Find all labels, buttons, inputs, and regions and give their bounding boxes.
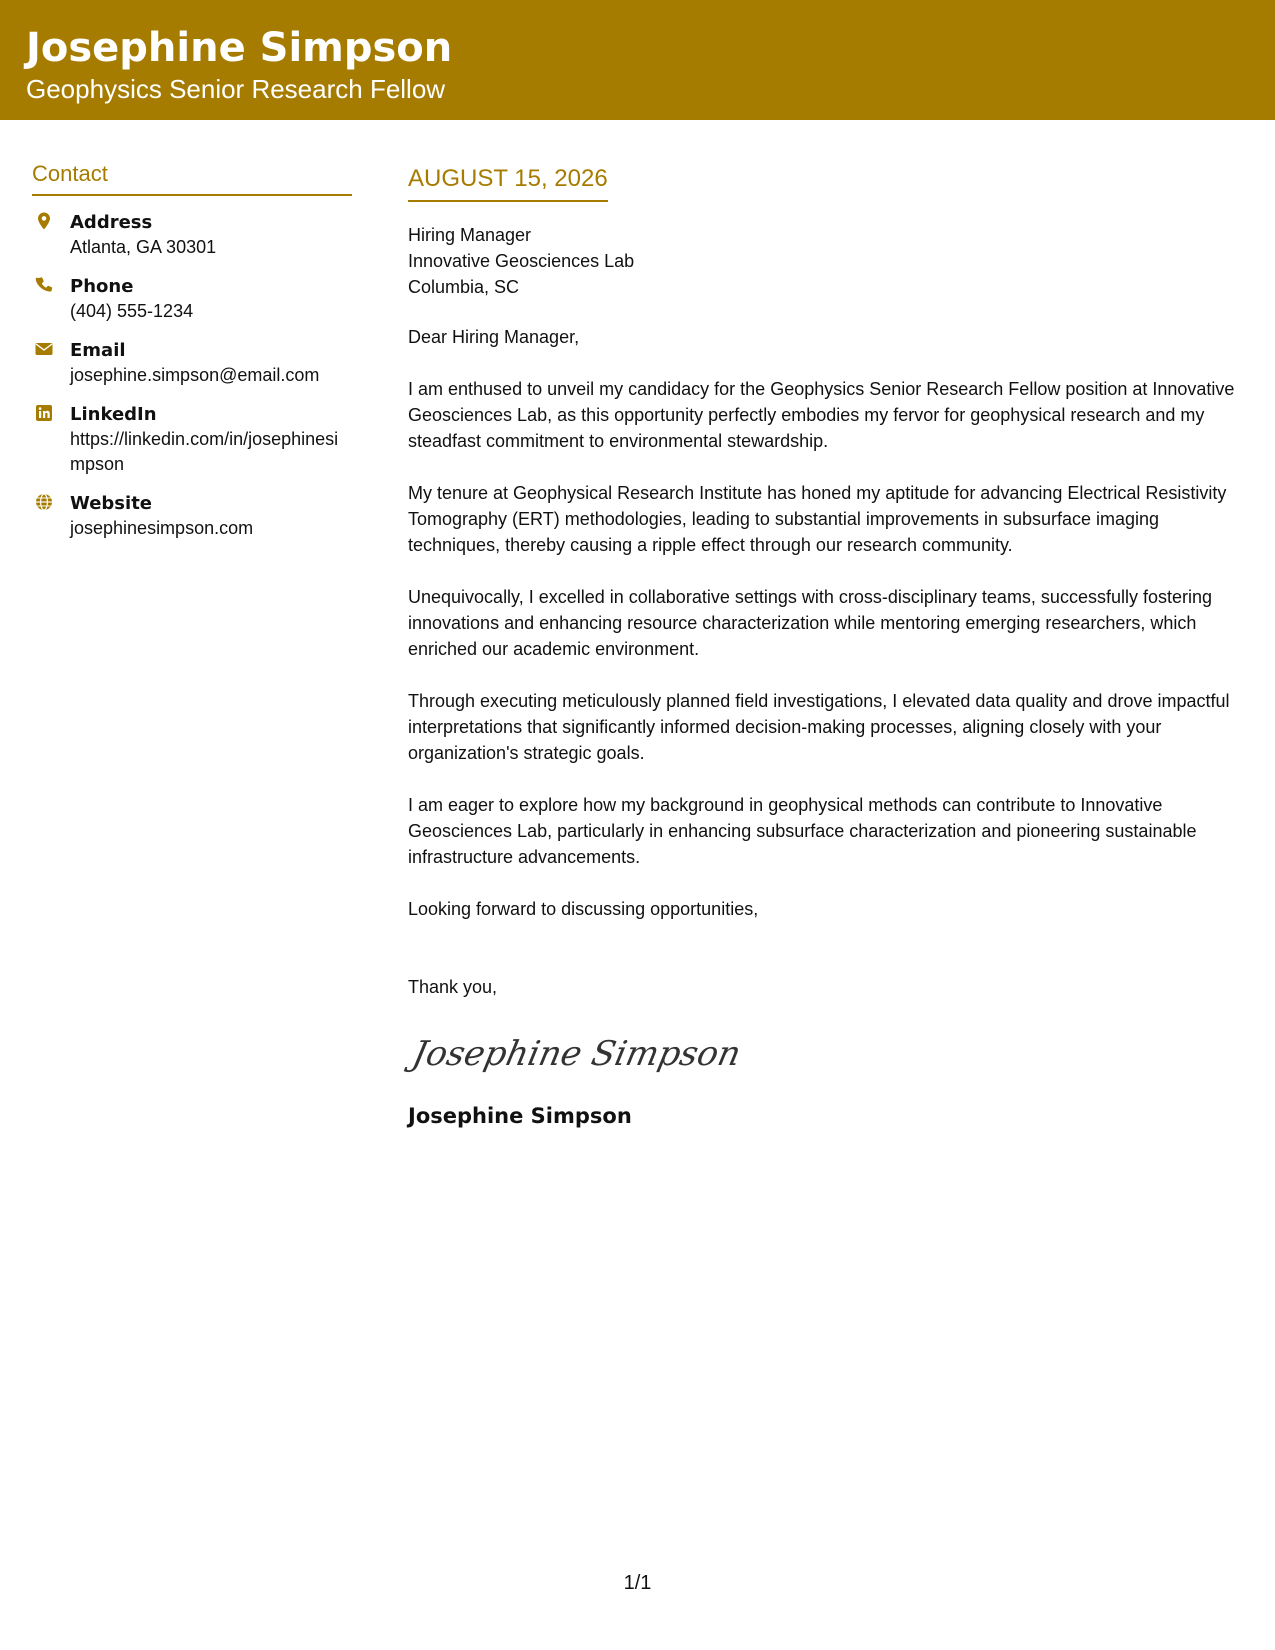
contact-item-email [32,338,352,388]
recipient-location: Columbia, SC [408,277,520,297]
email-label: Email [70,340,126,361]
letter-greeting: Dear Hiring Manager, [408,327,580,347]
contact-item-address [32,210,352,260]
signature-script: Josephine Simpson [408,1034,745,1074]
letter-paragraph: I am eager to explore how my background in geophysical methods can contribute to Innovative Geosciences Lab, particularly in enhancing subsurface characterization and pioneering sustainable infrastructure advancements. [408,795,1197,867]
linkedin-icon [34,403,54,423]
applicant-name: Josephine Simpson [26,25,453,71]
letter-thanks: Thank you, [408,977,498,997]
address-label: Address [70,212,153,233]
applicant-role: Geophysics Senior Research Fellow [26,74,446,104]
phone-label: Phone [70,276,134,297]
linkedin-label: LinkedIn [70,404,157,425]
letter-body [408,164,1253,1130]
letter-paragraph: I am enthused to unveil my candidacy for the Geophysics Senior Research Fellow position at Innovative Geosciences Lab, as this opportunity perfectly embodies my fervor for geophysical research and my steadfast commitment to environmental stewardship. [408,379,1235,451]
contact-sidebar [32,160,352,555]
recipient-title: Hiring Manager [408,225,532,245]
email-value: josephine.simpson@email.com [70,365,320,385]
contact-item-phone [32,274,352,324]
contact-item-linkedin [32,402,352,477]
contact-section-title: Contact [32,160,352,196]
linkedin-value[interactable]: https://linkedin.com/in/josephinesimpson [70,429,339,474]
phone-icon [34,275,54,295]
contact-list [32,210,352,541]
handwritten-signature [408,1030,745,1080]
address-value: Atlanta, GA 30301 [70,237,217,257]
letter-date: AUGUST 15, 2026 [408,164,608,202]
letter-paragraph: Through executing meticulously planned field investigations, I elevated data quality and drove impactful interpretations that significantly informed decision-making processes, aligning closely with your organization's strategic goals. [408,691,1230,763]
header-banner [0,0,1275,120]
envelope-icon [34,339,54,359]
website-value[interactable]: josephinesimpson.com [70,518,254,538]
website-label: Website [70,493,153,514]
recipient-block [408,222,1253,300]
letter-paragraph: Unequivocally, I excelled in collaborative settings with cross-disciplinary teams, successfully fostering innovations and enhancing resource characterization while mentoring emerging researchers, which enriched our academic environment. [408,587,1213,659]
page-number: 1/1 [623,1572,652,1594]
signer-name: Josephine Simpson [408,1104,632,1128]
globe-icon [34,492,54,512]
map-pin-icon [34,211,54,231]
recipient-company: Innovative Geosciences Lab [408,251,635,271]
phone-value: (404) 555-1234 [70,301,194,321]
contact-item-website [32,491,352,541]
letter-paragraph: My tenure at Geophysical Research Institute has honed my aptitude for advancing Electrical Resistivity Tomography (ERT) methodologies, leading to substantial improvements in subsurface imaging techniques, thereby causing a ripple effect through our research community. [408,483,1227,555]
letter-closing: Looking forward to discussing opportunities, [408,899,759,919]
